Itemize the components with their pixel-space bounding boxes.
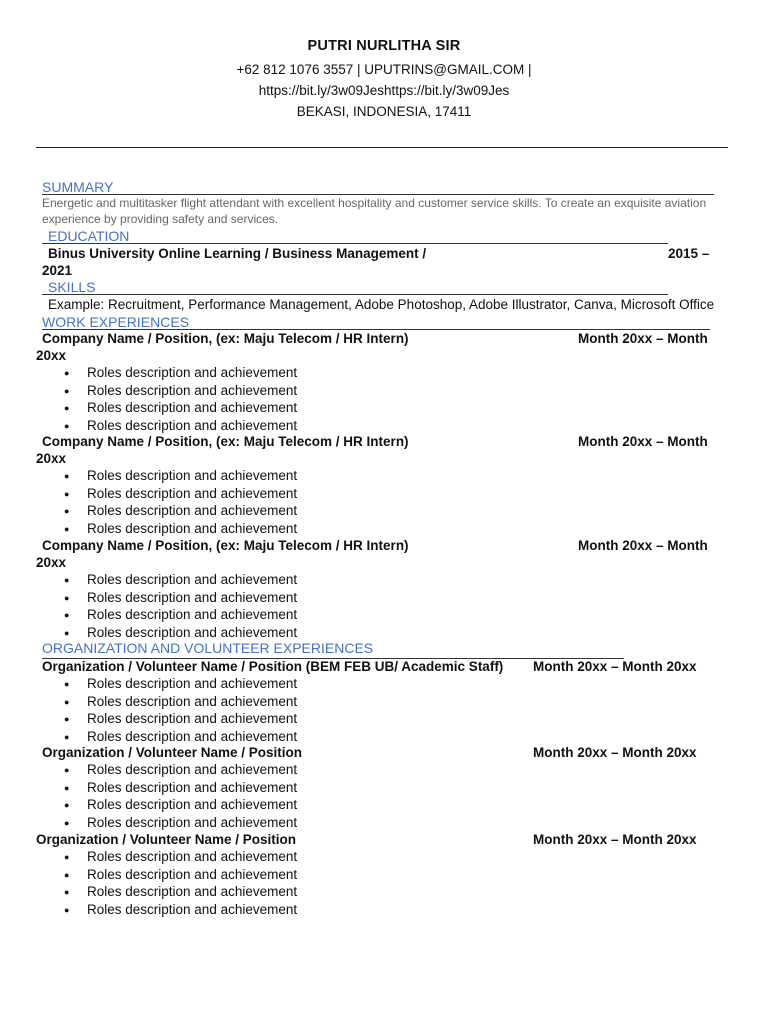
role-description: Roles description and achievement bbox=[87, 589, 298, 605]
bullet-icon: ● bbox=[64, 575, 70, 585]
bullet-icon: ● bbox=[64, 765, 70, 775]
header-divider bbox=[36, 147, 728, 148]
role-description: Roles description and achievement bbox=[87, 884, 298, 899]
bullet-icon: ● bbox=[64, 523, 70, 534]
role-description: Roles description and achievement bbox=[87, 417, 298, 433]
role-description: Roles description and achievement bbox=[87, 866, 298, 882]
education-date-end: 2021 bbox=[42, 263, 73, 278]
role-description: Roles description and achievement bbox=[87, 485, 298, 501]
bullet-icon: ● bbox=[64, 800, 70, 810]
role-description: Roles description and achievement bbox=[87, 779, 298, 795]
work-entry-date: Month 20xx – Month bbox=[578, 538, 708, 553]
role-description: Roles description and achievement bbox=[87, 382, 298, 398]
organization-heading: ORGANIZATION AND VOLUNTEER EXPERIENCES bbox=[42, 640, 374, 656]
role-description: Roles description and achievement bbox=[87, 693, 298, 709]
role-description: Roles description and achievement bbox=[87, 503, 298, 519]
work-entry-date-wrap: 20xx bbox=[36, 555, 67, 570]
bullet-icon: ● bbox=[64, 904, 70, 915]
bullet-icon: ● bbox=[64, 869, 70, 880]
role-description: Roles description and achievement bbox=[87, 762, 298, 777]
bullet-icon: ● bbox=[64, 817, 70, 828]
skills-text: Example: Recruitment, Performance Management, Adobe Photoshop, Adobe Illustrator, Canva, Microsoft Office bbox=[48, 297, 715, 312]
organization-entry-date: Month 20xx – Month 20xx bbox=[533, 832, 697, 847]
bullet-icon: ● bbox=[64, 420, 70, 431]
skills-heading: SKILLS bbox=[48, 279, 96, 295]
work-entry-title: Company Name / Position, (ex: Maju Telecom / HR Intern) bbox=[42, 434, 409, 449]
bullet-icon: ● bbox=[64, 852, 70, 862]
role-description: Roles description and achievement bbox=[87, 849, 298, 864]
summary-text: Energetic and multitasker flight attendant with excellent hospitality and customer service skills. To create an exquisite aviation experience by providing safety and services. bbox=[42, 196, 707, 226]
role-description: Roles description and achievement bbox=[87, 468, 298, 483]
summary-heading-rule bbox=[42, 194, 714, 195]
work-entry-date-wrap: 20xx bbox=[36, 451, 67, 466]
bullet-icon: ● bbox=[64, 887, 70, 897]
work-entry-date-wrap: 20xx bbox=[36, 348, 67, 363]
skills-heading-rule bbox=[42, 294, 668, 295]
role-description: Roles description and achievement bbox=[87, 728, 298, 744]
role-description: Roles description and achievement bbox=[87, 676, 298, 691]
bullet-icon: ● bbox=[64, 627, 70, 638]
education-entry: Binus University Online Learning / Business Management / bbox=[48, 246, 427, 261]
role-description: Roles description and achievement bbox=[87, 607, 298, 623]
work-entry-date: Month 20xx – Month bbox=[578, 434, 708, 449]
resume-name: PUTRI NURLITHA SIR bbox=[307, 38, 461, 54]
contact-line-address: BEKASI, INDONESIA, 17411 bbox=[296, 104, 472, 119]
bullet-icon: ● bbox=[64, 592, 70, 603]
contact-line-phone-email: +62 812 1076 3557 | UPUTRINS@GMAIL.COM | bbox=[236, 62, 532, 77]
role-description: Roles description and achievement bbox=[87, 711, 298, 726]
bullet-icon: ● bbox=[64, 714, 70, 724]
role-description: Roles description and achievement bbox=[87, 814, 298, 830]
organization-entry-title: Organization / Volunteer Name / Position (BEM FEB UB/ Academic Staff) bbox=[42, 659, 504, 674]
bullet-icon: ● bbox=[64, 731, 70, 742]
role-description: Roles description and achievement bbox=[87, 624, 298, 640]
education-heading: EDUCATION bbox=[48, 228, 130, 244]
bullet-icon: ● bbox=[64, 368, 70, 378]
bullet-icon: ● bbox=[64, 782, 70, 793]
role-description: Roles description and achievement bbox=[87, 572, 298, 587]
work-heading-rule bbox=[42, 329, 710, 330]
bullet-icon: ● bbox=[64, 610, 70, 621]
work-heading: WORK EXPERIENCES bbox=[42, 314, 190, 330]
education-date-start: 2015 – bbox=[668, 246, 710, 261]
role-description: Roles description and achievement bbox=[87, 520, 298, 536]
contact-line-link: https://bit.ly/3w09Jeshttps://bit.ly/3w09Jes bbox=[258, 83, 510, 98]
summary-heading: SUMMARY bbox=[42, 179, 114, 195]
work-entry-date: Month 20xx – Month bbox=[578, 331, 708, 346]
bullet-icon: ● bbox=[64, 385, 70, 396]
bullet-icon: ● bbox=[64, 506, 70, 517]
role-description: Roles description and achievement bbox=[87, 365, 298, 380]
bullet-icon: ● bbox=[64, 488, 70, 499]
organization-entry-title: Organization / Volunteer Name / Position bbox=[36, 832, 297, 847]
work-entry-title: Company Name / Position, (ex: Maju Telecom / HR Intern) bbox=[42, 331, 409, 346]
organization-entry-title: Organization / Volunteer Name / Position bbox=[42, 745, 303, 760]
bullet-icon: ● bbox=[64, 679, 70, 689]
bullet-icon: ● bbox=[64, 403, 70, 414]
organization-entry-date: Month 20xx – Month 20xx bbox=[533, 745, 697, 760]
bullet-icon: ● bbox=[64, 471, 70, 481]
education-heading-rule bbox=[42, 243, 668, 244]
organization-entry-date: Month 20xx – Month 20xx bbox=[533, 659, 697, 674]
role-description: Roles description and achievement bbox=[87, 400, 298, 416]
bullet-icon: ● bbox=[64, 696, 70, 707]
work-entry-title: Company Name / Position, (ex: Maju Telecom / HR Intern) bbox=[42, 538, 409, 553]
role-description: Roles description and achievement bbox=[87, 797, 298, 812]
role-description: Roles description and achievement bbox=[87, 901, 298, 917]
